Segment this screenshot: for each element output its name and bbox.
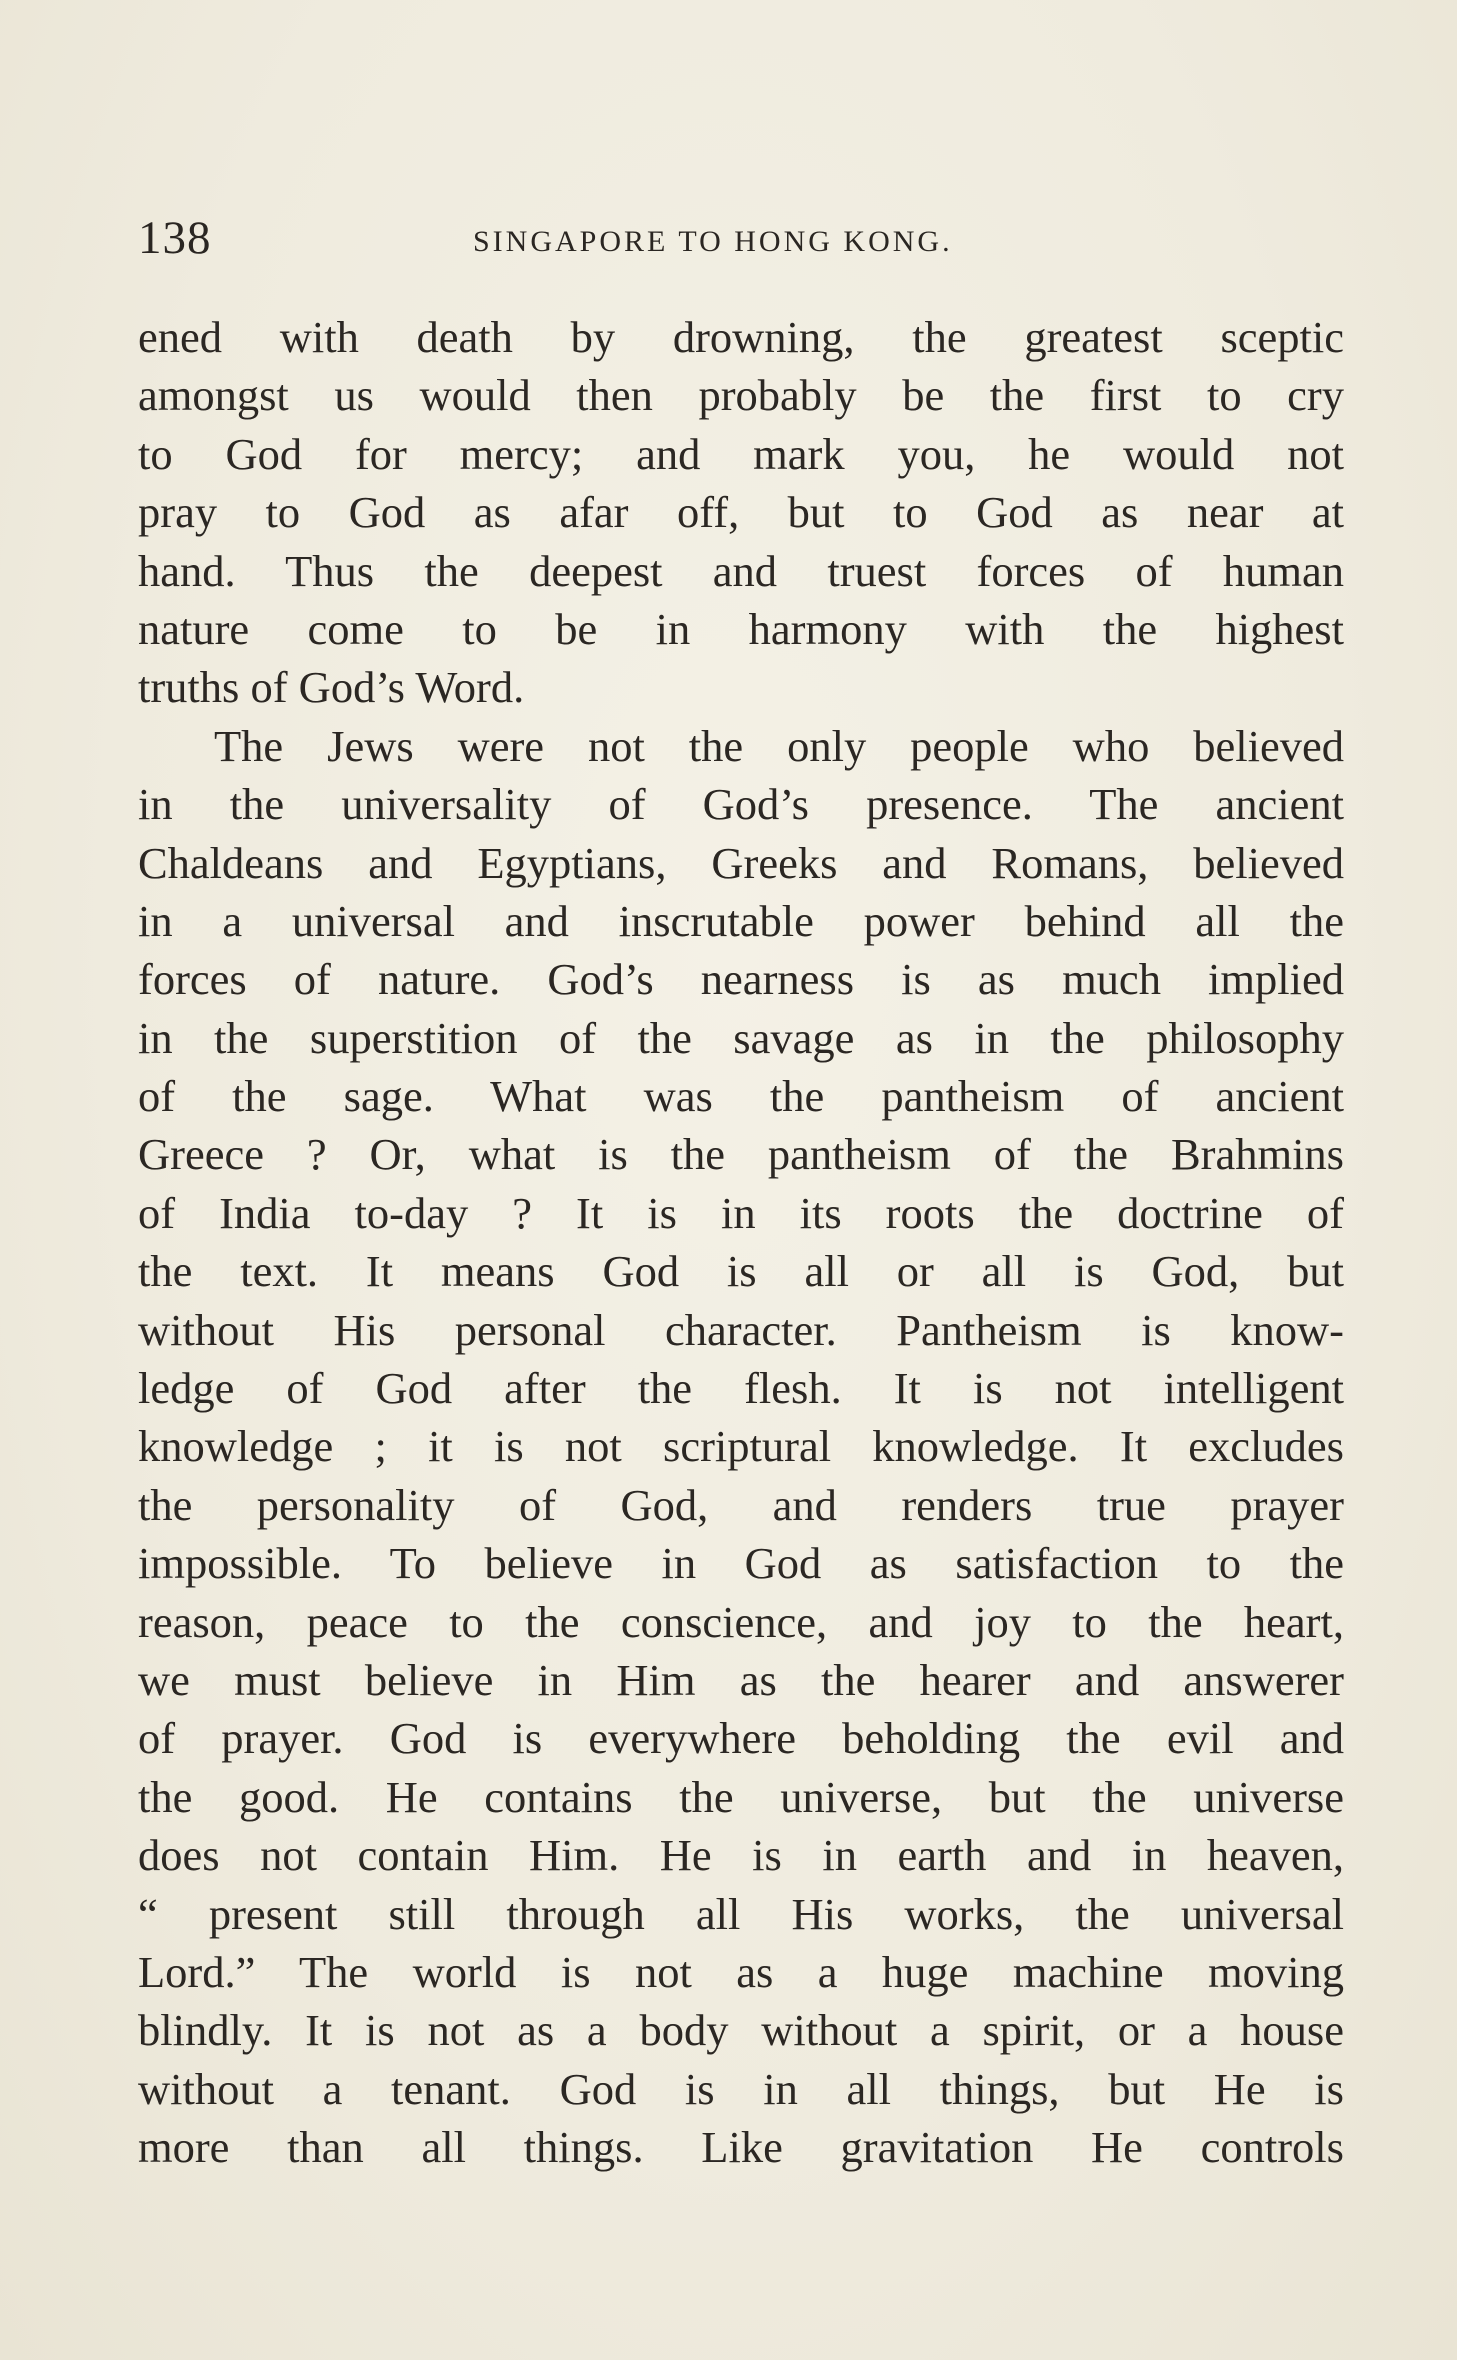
text-line: of prayer. God is everywhere beholding the evil and (138, 1713, 1344, 1764)
text-line: the personality of God, and renders true prayer (138, 1479, 1344, 1530)
text-line: ledge of God after the flesh. It is not intelligent (138, 1363, 1344, 1414)
text-line: amongst us would then probably be the first to cry (138, 370, 1344, 421)
text-line: in the superstition of the savage as in the philosophy (138, 1012, 1344, 1063)
text-line: does not contain Him. He is in earth and in heaven, (138, 1830, 1344, 1881)
paragraph-end-line: truths of God’s Word. (138, 662, 525, 713)
text-line: in the universality of God’s presence. The ancient (138, 779, 1344, 830)
text-line: Chaldeans and Egyptians, Greeks and Romans, believed (138, 837, 1344, 888)
text-line: hand. Thus the deepest and truest forces of human (138, 545, 1344, 596)
text-line: reason, peace to the conscience, and joy to the heart, (138, 1596, 1344, 1647)
text-line: nature come to be in harmony with the highest (138, 603, 1344, 654)
text-line: ened with death by drowning, the greatest sceptic (138, 312, 1344, 362)
body-text (138, 308, 1344, 2177)
text-line: of India to-day ? It is in its roots the doctrine of (138, 1187, 1344, 1238)
text-line: knowledge ; it is not scriptural knowledge. It excludes (138, 1421, 1344, 1472)
text-line: blindly. It is not as a body without a spirit, or a house (138, 2005, 1344, 2056)
text-line: the good. He contains the universe, but the universe (138, 1771, 1344, 1822)
text-line: the text. It means God is all or all is God, but (138, 1246, 1344, 1297)
text-line: “ present still through all His works, the universal (138, 1888, 1344, 1939)
text-line: forces of nature. God’s nearness is as much implied (138, 954, 1344, 1005)
page-header (138, 205, 1348, 275)
text-line: without His personal character. Pantheism is know- (138, 1304, 1344, 1355)
text-line: more than all things. Like gravitation He controls (138, 2122, 1344, 2173)
text-line: of the sage. What was the pantheism of ancient (138, 1071, 1344, 1122)
text-line: Greece ? Or, what is the pantheism of the Brahmins (138, 1129, 1344, 1180)
text-line: impossible. To believe in God as satisfaction to the (138, 1538, 1344, 1589)
text-line: to God for mercy; and mark you, he would not (138, 428, 1344, 479)
text-line: in a universal and inscrutable power behind all the (138, 895, 1344, 946)
text-line: pray to God as afar off, but to God as near at (138, 487, 1344, 538)
paragraph-start-line: The Jews were not the only people who believed (214, 720, 1344, 771)
text-line: we must believe in Him as the hearer and answerer (138, 1654, 1344, 1705)
page-number: 138 (138, 212, 212, 264)
running-head: SINGAPORE TO HONG KONG. (473, 225, 953, 258)
text-line: without a tenant. God is in all things, but He is (138, 2063, 1344, 2114)
text-line: Lord.” The world is not as a huge machine moving (138, 1946, 1344, 1997)
